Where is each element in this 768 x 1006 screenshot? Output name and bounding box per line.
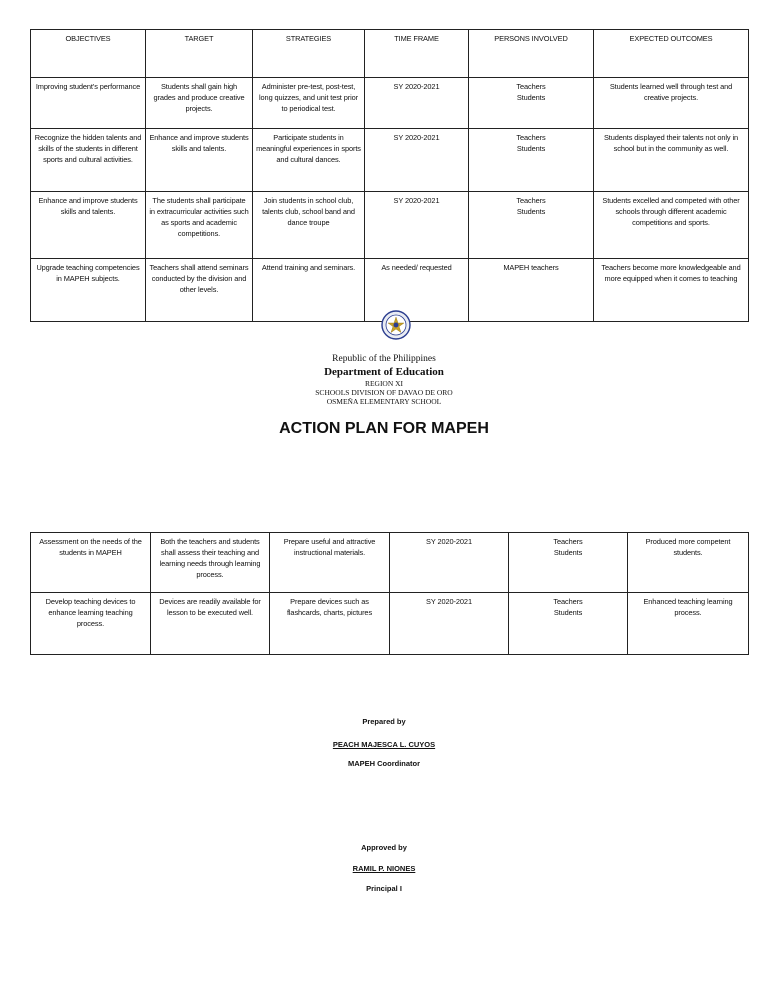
cell-target: Students shall gain high grades and produce creative projects.: [146, 78, 253, 129]
cell-outcome: Teachers become more knowledgeable and more equipped when it comes to teaching: [594, 259, 749, 322]
cell-strategy: Participate students in meaningful experiences in sports and cultural dances.: [253, 129, 365, 192]
table-header-row: [31, 30, 749, 78]
header-target: TARGET: [146, 30, 253, 78]
cell-time-frame: SY 2020-2021: [390, 533, 509, 593]
approved-by-label: Approved by: [361, 843, 407, 852]
action-plan-table-bottom: [30, 532, 749, 655]
table-row: [31, 192, 749, 259]
cell-persons: Teachers Students: [509, 593, 628, 655]
cell-outcome: Students excelled and competed with other schools through different academic competitions and sports.: [594, 192, 749, 259]
cell-target: Enhance and improve students skills and talents.: [146, 129, 253, 192]
header-time-frame: TIME FRAME: [365, 30, 469, 78]
cell-outcome: Produced more competent students.: [628, 533, 749, 593]
cell-time-frame: SY 2020-2021: [365, 192, 469, 259]
table-row: [31, 78, 749, 129]
header-persons-involved: PERSONS INVOLVED: [469, 30, 594, 78]
cell-strategy: Join students in school club, talents club, school band and dance troupe: [253, 192, 365, 259]
letterhead-department: Department of Education: [324, 366, 444, 378]
cell-objective: Recognize the hidden talents and skills of the students in different sports and cultural activities.: [31, 129, 146, 192]
approved-by-role: Principal I: [366, 884, 402, 893]
cell-strategy: Attend training and seminars.: [253, 259, 365, 322]
cell-objective: Develop teaching devices to enhance learning teaching process.: [31, 593, 151, 655]
cell-target: The students shall participate in extracurricular activities such as sports and academic competitions.: [146, 192, 253, 259]
cell-strategy: Administer pre-test, post-test, long quizzes, and unit test prior to periodical test.: [253, 78, 365, 129]
cell-persons: Teachers Students: [509, 533, 628, 593]
letterhead-division: SCHOOLS DIVISION OF DAVAO DE ORO: [315, 388, 453, 397]
cell-outcome: Enhanced teaching learning process.: [628, 593, 749, 655]
cell-outcome: Students learned well through test and creative projects.: [594, 78, 749, 129]
cell-persons: MAPEH teachers: [469, 259, 594, 322]
cell-persons: Teachers Students: [469, 78, 594, 129]
cell-persons: Teachers Students: [469, 129, 594, 192]
cell-strategy: Prepare devices such as flashcards, charts, pictures: [270, 593, 390, 655]
letterhead-republic: Republic of the Philippines: [332, 354, 436, 364]
cell-objective: Upgrade teaching competencies in MAPEH subjects.: [31, 259, 146, 322]
prepared-by-label: Prepared by: [362, 717, 406, 726]
cell-target: Both the teachers and students shall assess their teaching and learning needs through learning process.: [151, 533, 270, 593]
table-row: [31, 593, 749, 655]
prepared-by-name: PEACH MAJESCA L. CUYOS: [332, 740, 436, 749]
cell-time-frame: SY 2020-2021: [365, 129, 469, 192]
table-row: [31, 129, 749, 192]
prepared-by-role: MAPEH Coordinator: [347, 759, 421, 768]
page-title: ACTION PLAN FOR MAPEH: [279, 420, 489, 437]
cell-time-frame: SY 2020-2021: [390, 593, 509, 655]
table-row: [31, 533, 749, 593]
header-expected-outcomes: EXPECTED OUTCOMES: [594, 30, 749, 78]
cell-time-frame: SY 2020-2021: [365, 78, 469, 129]
cell-time-frame: As needed/ requested: [365, 259, 469, 322]
action-plan-table-top: [30, 29, 749, 322]
letterhead-school: OSMEÑA ELEMENTARY SCHOOL: [326, 397, 442, 406]
cell-persons: Teachers Students: [469, 192, 594, 259]
cell-target: Devices are readily available for lesson to be executed well.: [151, 593, 270, 655]
cell-target: Teachers shall attend seminars conducted by the division and other levels.: [146, 259, 253, 322]
letterhead-region: REGION XI: [364, 379, 404, 388]
cell-strategy: Prepare useful and attractive instructional materials.: [270, 533, 390, 593]
cell-outcome: Students displayed their talents not only in school but in the community as well.: [594, 129, 749, 192]
approved-by-name: RAMIL P. NIONES: [352, 864, 416, 873]
cell-objective: Assessment on the needs of the students in MAPEH: [31, 533, 151, 593]
deped-seal-icon: [381, 310, 411, 340]
cell-objective: Enhance and improve students skills and talents.: [31, 192, 146, 259]
header-strategies: STRATEGIES: [253, 30, 365, 78]
header-objectives: OBJECTIVES: [31, 30, 146, 78]
cell-objective: Improving student's performance: [31, 78, 146, 129]
